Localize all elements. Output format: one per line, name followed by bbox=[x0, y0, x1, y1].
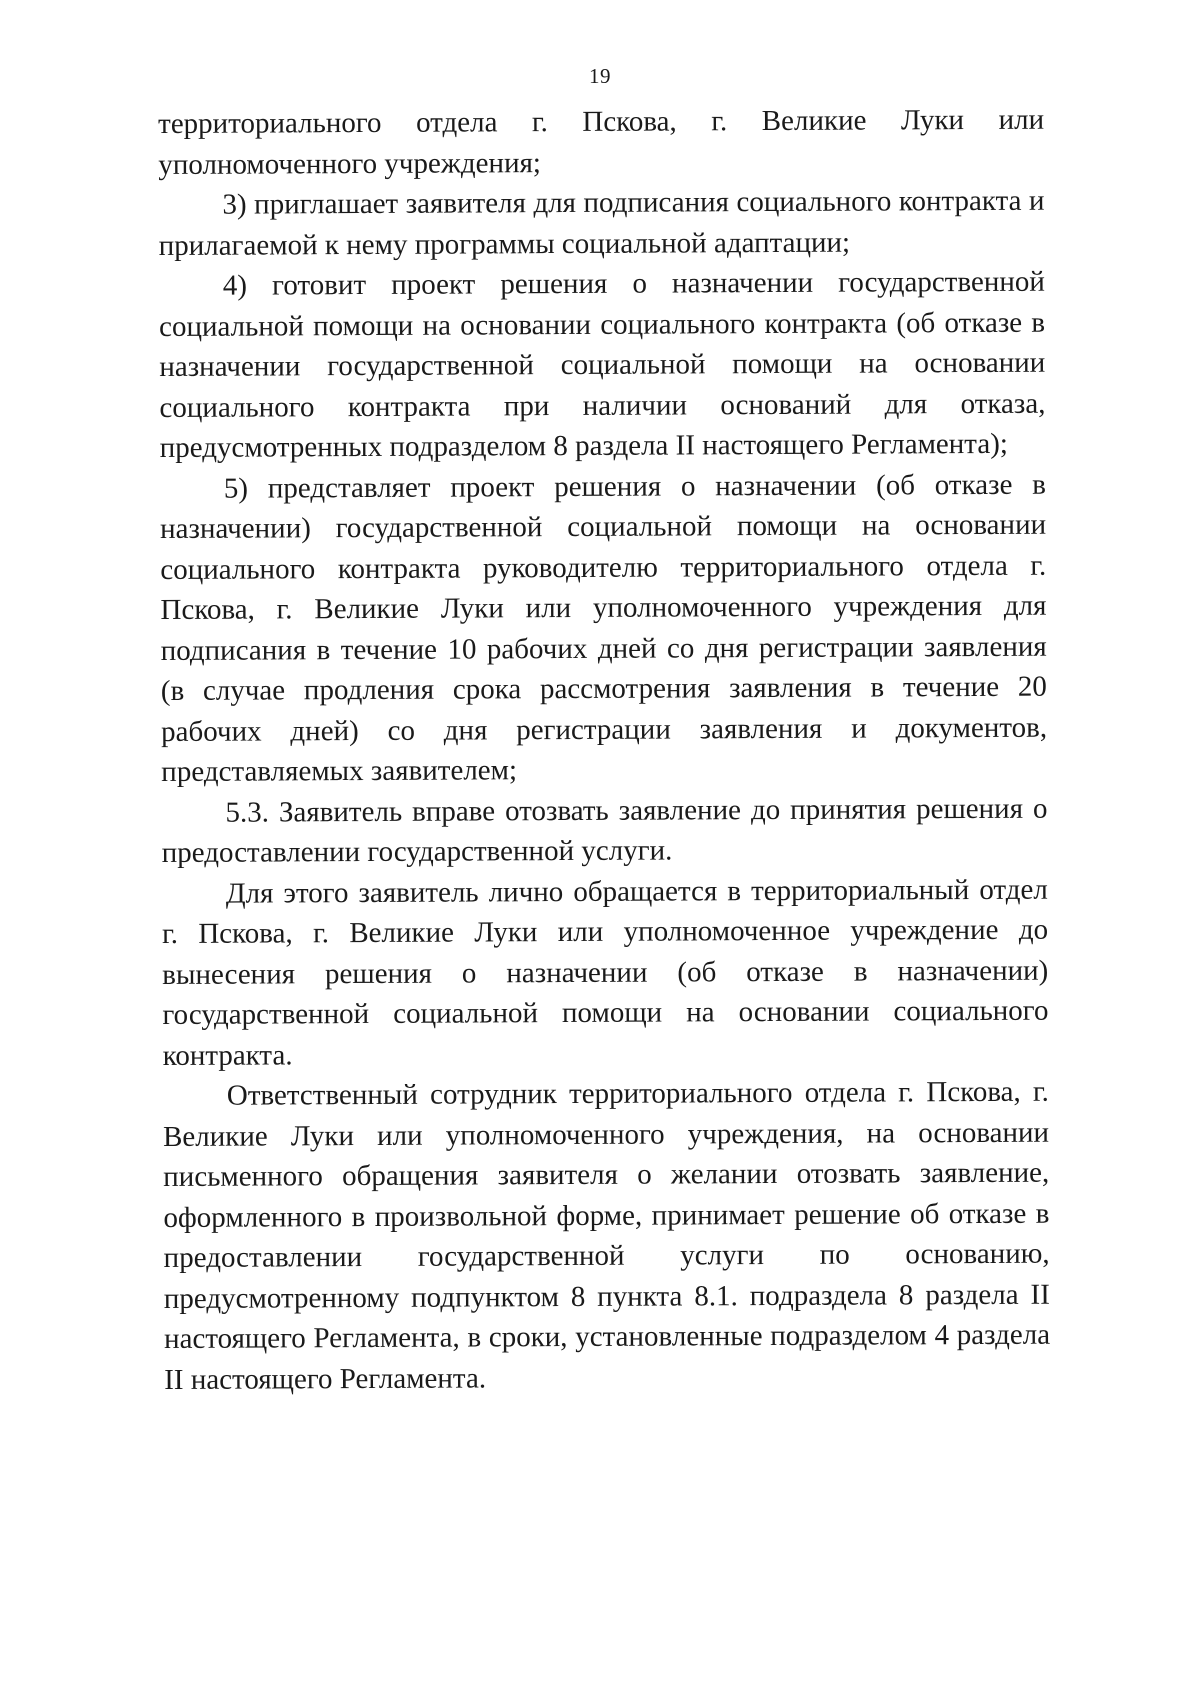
paragraph-responsible-employee: Ответственный сотрудник территориального отдела г. Пскова, г. Великие Луки или уполномоченного учреждения, на основании письменного обращения заявителя о желании отозвать заявление, оформленного в произвольной форме, принимает решение об отказе в предоставлении государственной услуги по основанию, предусмотренному подпунктом 8 пункта 8.1. подраздела 8 раздела II настоящего Регламента, в сроки, установленные подразделом 4 раздела II настоящего Регламента. bbox=[162, 1075, 1051, 1396]
paragraph-item-3: 3) приглашает заявителя для подписания социального контракта и прилагаемой к нему программы социальной адаптации; bbox=[158, 184, 1045, 262]
page-number: 19 bbox=[589, 64, 611, 88]
document-body bbox=[158, 100, 1050, 1400]
paragraph-section-5-3: 5.3. Заявитель вправе отозвать заявление до принятия решения о предоставлении государственной услуги. bbox=[161, 792, 1048, 869]
paragraph-withdrawal-procedure: Для этого заявитель лично обращается в территориальный отдел г. Пскова, г. Великие Луки или уполномоченное учреждение до вынесения решения о назначении (об отказе в назначении) государственной социальной помощи на основании социального контракта. bbox=[161, 873, 1049, 1072]
paragraph-item-4: 4) готовит проект решения о назначении государственной социальной помощи на основании социального контракта (об отказе в назначении государственной социальной помощи на основании социального контракта при наличии оснований для отказа, предусмотренных подразделом 8 раздела II настоящего Регламента); bbox=[159, 265, 1046, 464]
paragraph-item-5: 5) представляет проект решения о назначении (об отказе в назначении) государственной социальной помощи на основании социального контракта руководителю территориального отдела г. Пскова, г. Великие Луки или уполномоченного учреждения для подписания в течение 10 рабочих дней со дня регистрации заявления (в случае продления срока рассмотрения заявления в течение 20 рабочих дней) со дня регистрации заявления и документов, представляемых заявителем; bbox=[159, 468, 1048, 788]
paragraph-continuation: территориального отдела г. Пскова, г. Великие Луки или уполномоченного учреждения; bbox=[158, 103, 1045, 181]
